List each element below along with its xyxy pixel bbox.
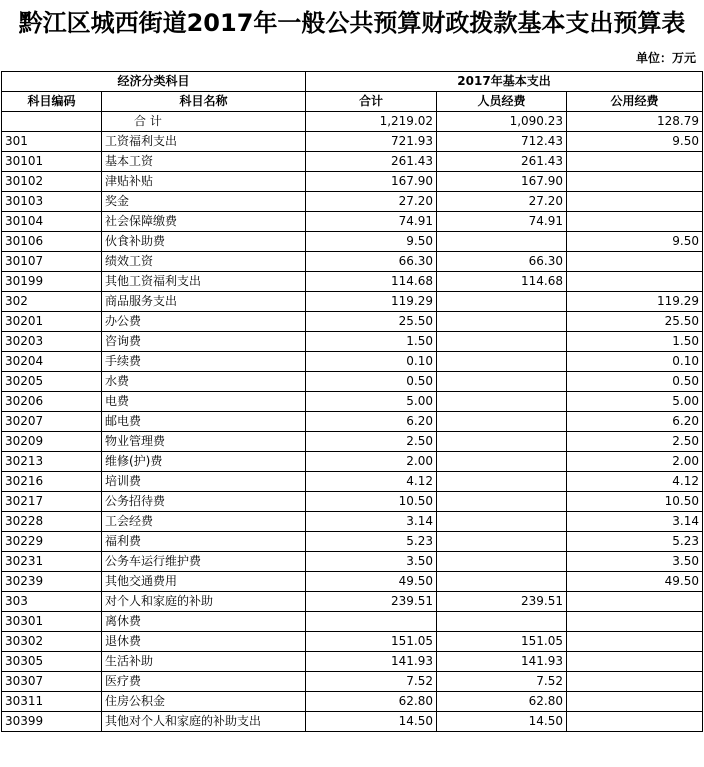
header-economic-classification: 经济分类科目 <box>2 72 306 92</box>
cell-name: 工会经费 <box>102 512 306 532</box>
cell-personnel <box>437 472 567 492</box>
cell-total: 3.14 <box>306 512 437 532</box>
cell-public: 2.00 <box>567 452 703 472</box>
table-row <box>2 632 703 652</box>
cell-personnel: 7.52 <box>437 672 567 692</box>
cell-public: 1.50 <box>567 332 703 352</box>
header-personnel: 人员经费 <box>437 92 567 112</box>
cell-total: 14.50 <box>306 712 437 732</box>
cell-total: 5.23 <box>306 532 437 552</box>
cell-personnel: 114.68 <box>437 272 567 292</box>
table-row <box>2 492 703 512</box>
cell-public <box>567 192 703 212</box>
table-row <box>2 212 703 232</box>
cell-name: 办公费 <box>102 312 306 332</box>
table-row <box>2 672 703 692</box>
cell-code: 30399 <box>2 712 102 732</box>
cell-total: 3.50 <box>306 552 437 572</box>
cell-public <box>567 252 703 272</box>
budget-table <box>1 71 703 732</box>
cell-total: 119.29 <box>306 292 437 312</box>
cell-public: 0.10 <box>567 352 703 372</box>
cell-name: 住房公积金 <box>102 692 306 712</box>
cell-personnel <box>437 572 567 592</box>
cell-public: 0.50 <box>567 372 703 392</box>
header-group-row <box>2 72 703 92</box>
cell-name: 生活补助 <box>102 652 306 672</box>
cell-name: 公务车运行维护费 <box>102 552 306 572</box>
cell-public <box>567 672 703 692</box>
cell-total: 66.30 <box>306 252 437 272</box>
cell-total: 167.90 <box>306 172 437 192</box>
cell-code: 30199 <box>2 272 102 292</box>
cell-total: 5.00 <box>306 392 437 412</box>
cell-total: 2.50 <box>306 432 437 452</box>
cell-total <box>306 612 437 632</box>
cell-code: 30229 <box>2 532 102 552</box>
cell-total: 27.20 <box>306 192 437 212</box>
cell-public <box>567 692 703 712</box>
table-row <box>2 572 703 592</box>
cell-name: 商品服务支出 <box>102 292 306 312</box>
cell-name: 物业管理费 <box>102 432 306 452</box>
cell-personnel: 1,090.23 <box>437 112 567 132</box>
cell-code: 30205 <box>2 372 102 392</box>
header-name: 科目名称 <box>102 92 306 112</box>
cell-total: 721.93 <box>306 132 437 152</box>
cell-total: 0.50 <box>306 372 437 392</box>
cell-personnel: 239.51 <box>437 592 567 612</box>
cell-personnel <box>437 292 567 312</box>
table-row <box>2 412 703 432</box>
cell-code: 30216 <box>2 472 102 492</box>
cell-total: 4.12 <box>306 472 437 492</box>
table-row <box>2 192 703 212</box>
cell-code: 30206 <box>2 392 102 412</box>
header-total: 合计 <box>306 92 437 112</box>
cell-public <box>567 612 703 632</box>
table-row <box>2 472 703 492</box>
cell-personnel <box>437 552 567 572</box>
cell-public: 9.50 <box>567 232 703 252</box>
table-row <box>2 432 703 452</box>
cell-total: 261.43 <box>306 152 437 172</box>
cell-public: 6.20 <box>567 412 703 432</box>
cell-public: 3.14 <box>567 512 703 532</box>
cell-personnel: 141.93 <box>437 652 567 672</box>
cell-public <box>567 212 703 232</box>
cell-code: 30106 <box>2 232 102 252</box>
cell-public: 10.50 <box>567 492 703 512</box>
cell-total: 151.05 <box>306 632 437 652</box>
cell-public: 49.50 <box>567 572 703 592</box>
total-row <box>2 112 703 132</box>
cell-code: 30213 <box>2 452 102 472</box>
cell-personnel <box>437 352 567 372</box>
cell-code: 302 <box>2 292 102 312</box>
cell-name: 绩效工资 <box>102 252 306 272</box>
cell-total: 2.00 <box>306 452 437 472</box>
cell-code: 30207 <box>2 412 102 432</box>
cell-personnel <box>437 492 567 512</box>
cell-personnel: 66.30 <box>437 252 567 272</box>
cell-public <box>567 592 703 612</box>
cell-name: 其他工资福利支出 <box>102 272 306 292</box>
cell-code: 30107 <box>2 252 102 272</box>
cell-name: 培训费 <box>102 472 306 492</box>
cell-personnel <box>437 372 567 392</box>
cell-total: 10.50 <box>306 492 437 512</box>
cell-public: 128.79 <box>567 112 703 132</box>
cell-name: 电费 <box>102 392 306 412</box>
cell-code: 30104 <box>2 212 102 232</box>
table-row <box>2 712 703 732</box>
page-title: 黔江区城西街道2017年一般公共预算财政拨款基本支出预算表 <box>18 9 686 37</box>
cell-personnel <box>437 612 567 632</box>
cell-name: 工资福利支出 <box>102 132 306 152</box>
cell-code: 30311 <box>2 692 102 712</box>
table-row <box>2 132 703 152</box>
cell-code: 30305 <box>2 652 102 672</box>
cell-public <box>567 152 703 172</box>
table-row <box>2 252 703 272</box>
cell-personnel: 14.50 <box>437 712 567 732</box>
cell-name: 津贴补贴 <box>102 172 306 192</box>
table-row <box>2 332 703 352</box>
cell-name: 邮电费 <box>102 412 306 432</box>
cell-name: 其他对个人和家庭的补助支出 <box>102 712 306 732</box>
cell-personnel: 62.80 <box>437 692 567 712</box>
cell-total: 141.93 <box>306 652 437 672</box>
cell-code: 30228 <box>2 512 102 532</box>
cell-personnel <box>437 412 567 432</box>
cell-code: 30101 <box>2 152 102 172</box>
cell-total: 6.20 <box>306 412 437 432</box>
cell-name: 退休费 <box>102 632 306 652</box>
cell-name: 合 计 <box>102 112 306 132</box>
cell-total: 0.10 <box>306 352 437 372</box>
cell-code: 30203 <box>2 332 102 352</box>
table-row <box>2 392 703 412</box>
cell-code <box>2 112 102 132</box>
table-row <box>2 652 703 672</box>
cell-name: 手续费 <box>102 352 306 372</box>
cell-code: 30217 <box>2 492 102 512</box>
cell-public: 2.50 <box>567 432 703 452</box>
cell-personnel: 151.05 <box>437 632 567 652</box>
cell-personnel <box>437 452 567 472</box>
cell-code: 30301 <box>2 612 102 632</box>
cell-code: 30204 <box>2 352 102 372</box>
cell-public: 9.50 <box>567 132 703 152</box>
table-row <box>2 352 703 372</box>
cell-total: 25.50 <box>306 312 437 332</box>
cell-code: 30239 <box>2 572 102 592</box>
cell-name: 对个人和家庭的补助 <box>102 592 306 612</box>
header-public: 公用经费 <box>567 92 703 112</box>
cell-public: 5.00 <box>567 392 703 412</box>
cell-public: 5.23 <box>567 532 703 552</box>
cell-code: 30201 <box>2 312 102 332</box>
cell-code: 30231 <box>2 552 102 572</box>
table-row <box>2 152 703 172</box>
cell-code: 30103 <box>2 192 102 212</box>
header-column-row <box>2 92 703 112</box>
unit-label: 单位：万元 <box>635 51 696 65</box>
cell-personnel: 261.43 <box>437 152 567 172</box>
cell-public <box>567 172 703 192</box>
cell-personnel: 27.20 <box>437 192 567 212</box>
cell-public: 4.12 <box>567 472 703 492</box>
cell-total: 74.91 <box>306 212 437 232</box>
cell-name: 水费 <box>102 372 306 392</box>
cell-public <box>567 712 703 732</box>
cell-total: 49.50 <box>306 572 437 592</box>
cell-public <box>567 632 703 652</box>
cell-code: 30102 <box>2 172 102 192</box>
cell-name: 其他交通费用 <box>102 572 306 592</box>
cell-public <box>567 272 703 292</box>
cell-name: 福利费 <box>102 532 306 552</box>
cell-public <box>567 652 703 672</box>
cell-total: 1,219.02 <box>306 112 437 132</box>
cell-public: 25.50 <box>567 312 703 332</box>
cell-personnel: 167.90 <box>437 172 567 192</box>
table-row <box>2 692 703 712</box>
table-row <box>2 532 703 552</box>
cell-total: 7.52 <box>306 672 437 692</box>
cell-personnel <box>437 512 567 532</box>
cell-name: 社会保障缴费 <box>102 212 306 232</box>
cell-name: 离休费 <box>102 612 306 632</box>
cell-total: 62.80 <box>306 692 437 712</box>
cell-name: 伙食补助费 <box>102 232 306 252</box>
table-row <box>2 612 703 632</box>
cell-total: 239.51 <box>306 592 437 612</box>
cell-code: 301 <box>2 132 102 152</box>
cell-personnel <box>437 312 567 332</box>
cell-code: 30302 <box>2 632 102 652</box>
cell-personnel <box>437 532 567 552</box>
cell-personnel <box>437 332 567 352</box>
cell-code: 30307 <box>2 672 102 692</box>
cell-code: 30209 <box>2 432 102 452</box>
header-basic-expenditure: 2017年基本支出 <box>306 72 703 92</box>
cell-personnel: 74.91 <box>437 212 567 232</box>
cell-personnel <box>437 432 567 452</box>
cell-personnel <box>437 392 567 412</box>
table-row <box>2 272 703 292</box>
cell-name: 公务招待费 <box>102 492 306 512</box>
cell-name: 医疗费 <box>102 672 306 692</box>
cell-name: 咨询费 <box>102 332 306 352</box>
cell-personnel: 712.43 <box>437 132 567 152</box>
cell-personnel <box>437 232 567 252</box>
cell-total: 9.50 <box>306 232 437 252</box>
cell-name: 基本工资 <box>102 152 306 172</box>
cell-code: 303 <box>2 592 102 612</box>
cell-total: 1.50 <box>306 332 437 352</box>
table-row <box>2 172 703 192</box>
table-row <box>2 512 703 532</box>
table-row <box>2 312 703 332</box>
header-code: 科目编码 <box>2 92 102 112</box>
table-row <box>2 592 703 612</box>
table-row <box>2 452 703 472</box>
cell-name: 维修(护)费 <box>102 452 306 472</box>
table-row <box>2 232 703 252</box>
table-row <box>2 552 703 572</box>
cell-total: 114.68 <box>306 272 437 292</box>
cell-name: 奖金 <box>102 192 306 212</box>
table-row <box>2 372 703 392</box>
cell-public: 119.29 <box>567 292 703 312</box>
table-row <box>2 292 703 312</box>
cell-public: 3.50 <box>567 552 703 572</box>
